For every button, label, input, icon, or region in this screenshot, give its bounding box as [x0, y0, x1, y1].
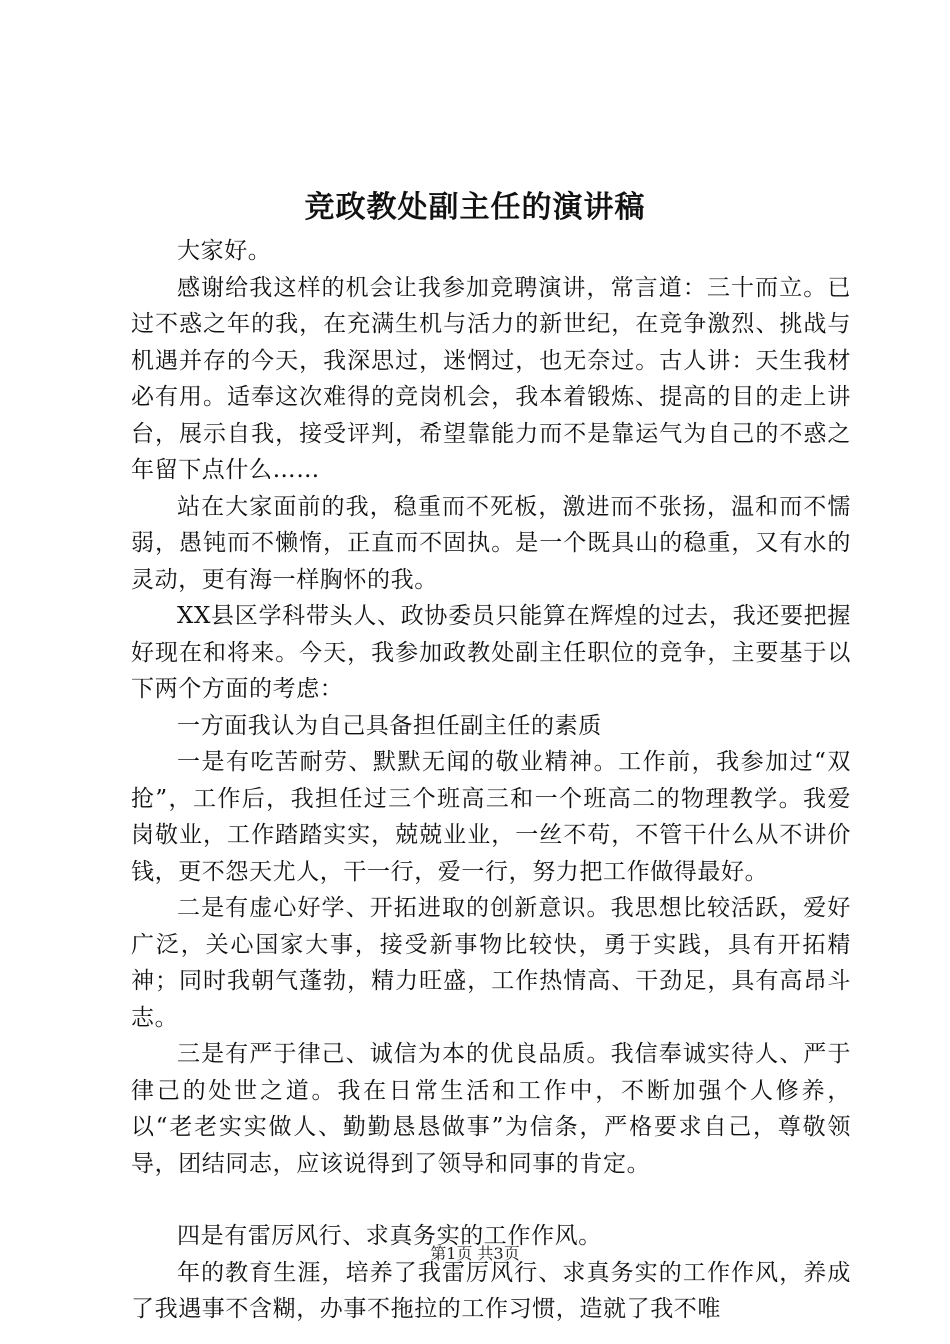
page-footer: 第1页 共3页 [430, 1244, 520, 1263]
paragraph-aspect-one: 一方面我认为自己具备担任副主任的素质 [177, 712, 602, 739]
paragraph-intro: 感谢给我这样的机会让我参加竞聘演讲，常言道：三十而立。已过不惑之年的我，在充满生机与活力的新世纪，在竞争激烈、挑战与机遇并存的今天，我深思过，迷惘过，也无奈过。古人讲：天生我材必有用。适奉这次难得的竞岗机会，我本着锻炼、提高的目的走上讲台，展示自我，接受评判，希望靠能力而不是靠运气为自己的不惑之年留下点什么…… [131, 274, 851, 483]
paragraph-point-one: 一是有吃苦耐劳、默默无闻的敬业精神。工作前，我参加过“双抢”，工作后，我担任过三个班高三和一个班高二的物理教学。我爱岗敬业，工作踏踏实实，兢兢业业，一丝不苟，不管干什么从不讲价钱，更不怨天尤人，干一行，爱一行，努力把工作做得最好。 [131, 749, 851, 885]
paragraph-career: 年的教育生涯，培养了我雷厉风行、求真务实的工作作风，养成了我遇事不含糊，办事不拖拉的工作习惯，造就了我不唯 [131, 1259, 851, 1322]
paragraph-greeting: 大家好。 [177, 238, 272, 264]
paragraph-self-description: 站在大家面前的我，稳重而不死板，激进而不张扬，温和而不懦弱，愚钝而不懒惰，正直而不固执。是一个既具山的稳重，又有水的灵动，更有海一样胸怀的我。 [131, 493, 851, 593]
paragraph-point-four: 四是有雷厉风行、求真务实的工作作风。 [177, 1223, 602, 1249]
paragraph-background: XX县区学科带头人、政协委员只能算在辉煌的过去，我还要把握好现在和将来。今天，我参加政教处副主任职位的竞争，主要基于以下两个方面的考虑： [131, 603, 851, 702]
paragraph-point-two: 二是有虚心好学、开拓进取的创新意识。我思想比较活跃，爱好广泛，关心国家大事，接受新事物比较快，勇于实践，具有开拓精神；同时我朝气蓬勃，精力旺盛，工作热情高、干劲足，具有高昂斗志。 [131, 895, 851, 1031]
document-body [131, 233, 851, 1328]
paragraph-point-three: 三是有严于律己、诚信为本的优良品质。我信奉诚实待人、严于律己的处世之道。我在日常生活和工作中，不断加强个人修养，以“老老实实做人、勤勤恳恳做事”为信条，严格要求自己，尊敬领导，团结同志，应该说得到了领导和同事的肯定。 [131, 1041, 851, 1177]
document-title: 竞政教处副主任的演讲稿 [304, 190, 646, 225]
